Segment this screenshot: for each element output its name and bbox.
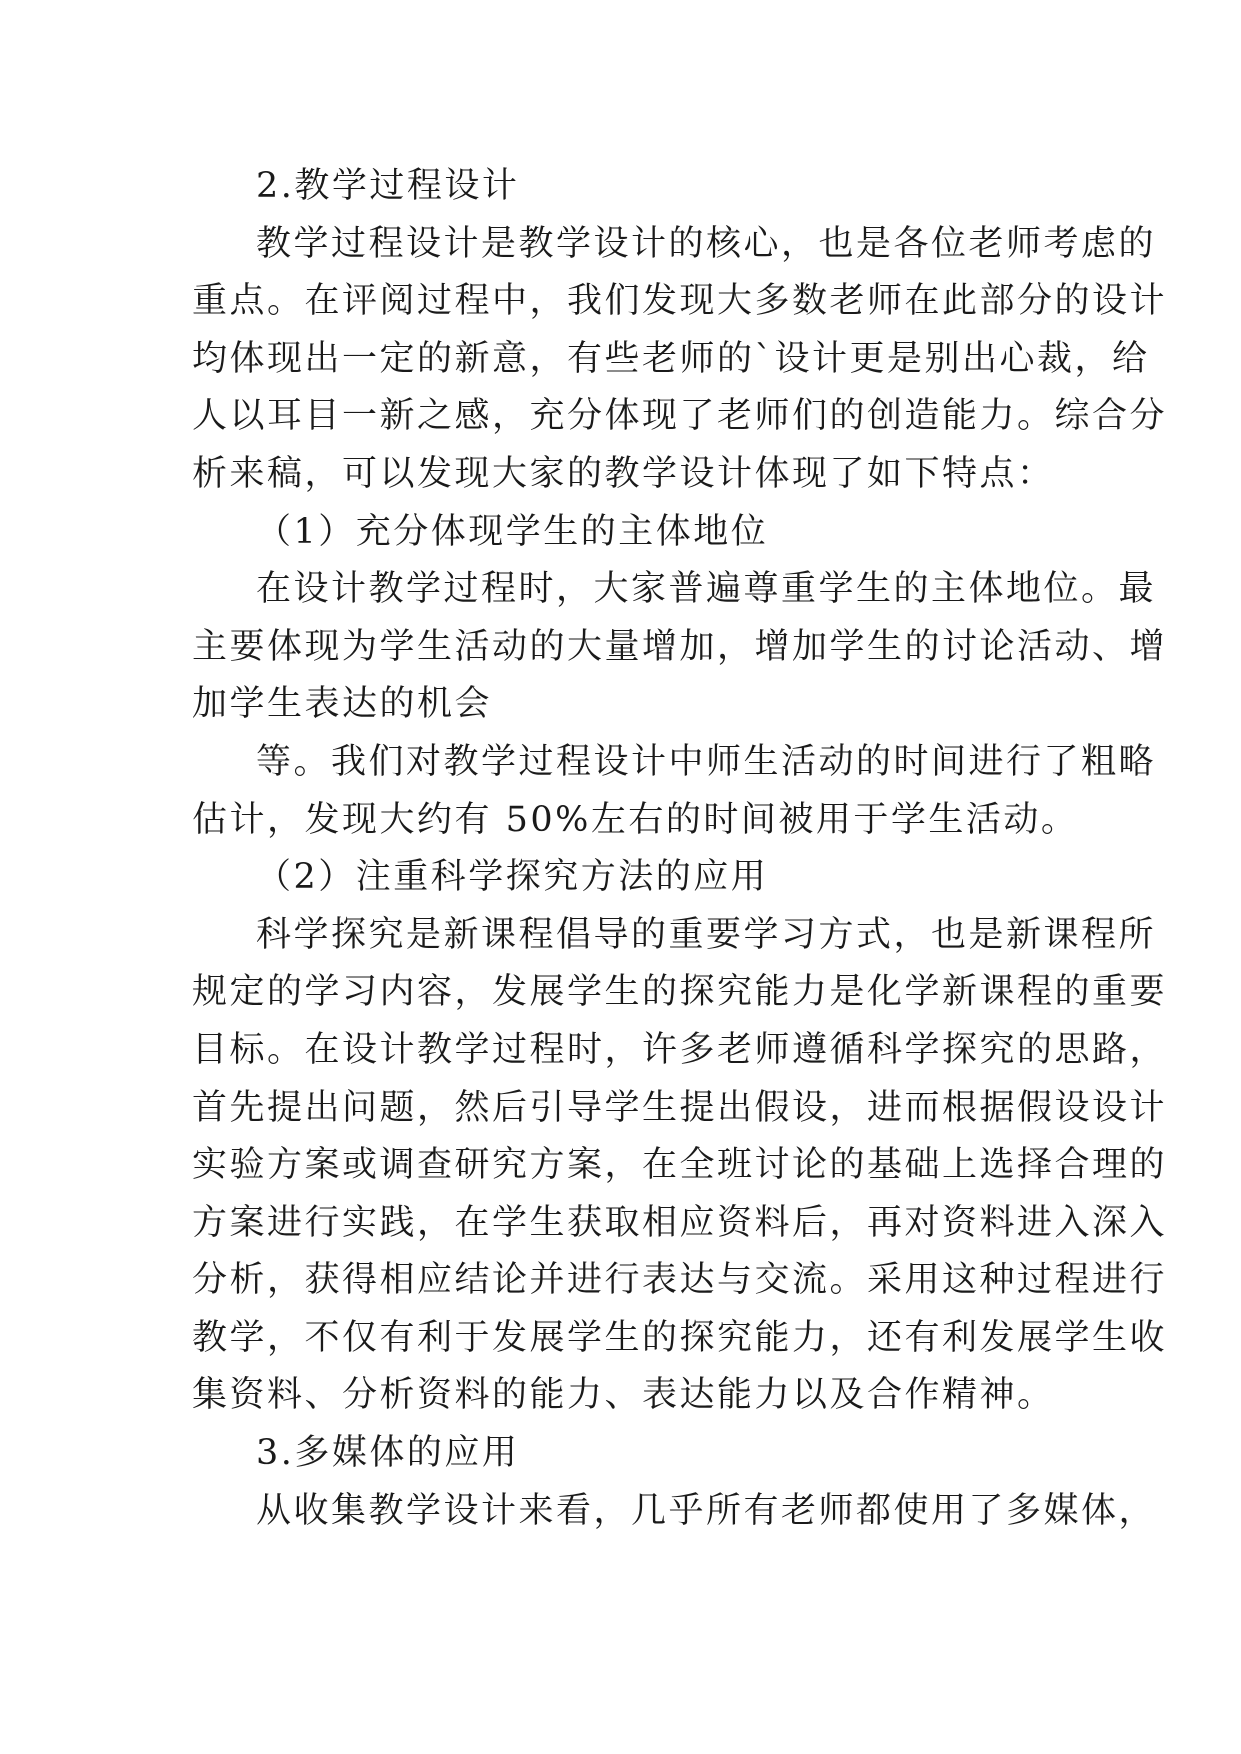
text-line: 教学，不仅有利于发展学生的探究能力，还有利发展学生收 <box>192 1317 1168 1358</box>
text-line: 从收集教学设计来看，几乎所有老师都使用了多媒体， <box>256 1490 1157 1531</box>
text-line: 方案进行实践，在学生获取相应资料后，再对资料进入深入 <box>192 1202 1168 1243</box>
document-body <box>192 158 1168 1540</box>
text-line: 重点。在评阅过程中，我们发现大多数老师在此部分的设计 <box>192 281 1168 322</box>
text-line: （2）注重科学探究方法的应用 <box>256 857 769 898</box>
text-line: 2.教学过程设计 <box>256 166 520 206</box>
text-line: 科学探究是新课程倡导的重要学习方式，也是新课程所 <box>256 914 1157 955</box>
text-line: 实验方案或调查研究方案，在全班讨论的基础上选择合理的 <box>192 1145 1168 1186</box>
text-line: 目标。在设计教学过程时，许多老师遵循科学探究的思路， <box>192 1029 1168 1070</box>
text-line: （1）充分体现学生的主体地位 <box>256 511 769 552</box>
text-line: 加学生表达的机会 <box>192 684 493 725</box>
text-line: 估计，发现大约有 50%左右的时间被用于学生活动。 <box>192 799 1079 840</box>
text-line: 规定的学习内容，发展学生的探究能力是化学新课程的重要 <box>192 972 1168 1013</box>
text-line: 3.多媒体的应用 <box>256 1433 520 1474</box>
text-line: 均体现出一定的新意，有些老师的`设计更是别出心裁，给 <box>192 338 1150 379</box>
text-line: 人以耳目一新之感，充分体现了老师们的创造能力。综合分 <box>192 396 1168 437</box>
text-line: 主要体现为学生活动的大量增加，增加学生的讨论活动、增 <box>192 626 1168 667</box>
text-line: 析来稿，可以发现大家的教学设计体现了如下特点： <box>192 453 1055 494</box>
text-line: 首先提出问题，然后引导学生提出假设，进而根据假设设计 <box>192 1087 1168 1128</box>
text-line: 集资料、分析资料的能力、表达能力以及合作精神。 <box>192 1375 1055 1416</box>
text-line: 在设计教学过程时，大家普遍尊重学生的主体地位。最 <box>256 569 1157 610</box>
text-line: 分析，获得相应结论并进行表达与交流。采用这种过程进行 <box>192 1260 1168 1301</box>
text-line: 教学过程设计是教学设计的核心，也是各位老师考虑的 <box>256 223 1157 264</box>
text-line: 等。我们对教学过程设计中师生活动的时间进行了粗略 <box>256 741 1157 782</box>
